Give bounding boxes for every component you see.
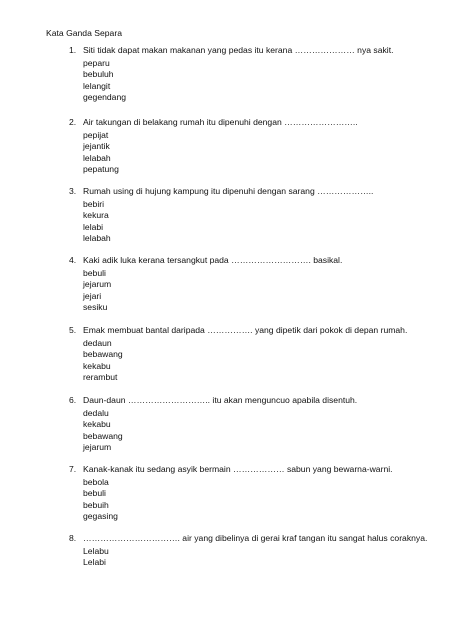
answer-option[interactable]: lelabah (83, 233, 111, 244)
answer-options (83, 338, 123, 384)
answer-option[interactable]: bebuih (83, 499, 109, 510)
question-text: Kaki adik luka kerana tersangkut pada ………………………. basikal. (83, 255, 343, 265)
answer-option[interactable]: bebawang (83, 349, 123, 360)
answer-option[interactable]: gegendang (83, 92, 127, 103)
question-number: 2. (69, 117, 77, 127)
question-number: 6. (69, 395, 77, 405)
answer-option[interactable]: Lelabi (83, 557, 106, 568)
answer-options (83, 130, 119, 176)
answer-option[interactable]: bebuluh (83, 69, 114, 80)
answer-option[interactable]: lelabi (83, 221, 104, 232)
answer-options (83, 268, 111, 314)
answer-option[interactable]: rerambut (83, 372, 118, 383)
answer-option[interactable]: jejarum (83, 279, 112, 290)
question-text: Emak membuat bantal daripada ……………. yang dipetik dari pokok di depan rumah. (83, 325, 408, 335)
document-title: Kata Ganda Separa (46, 28, 122, 38)
answer-option[interactable]: bebuli (83, 267, 106, 278)
answer-option[interactable]: bebiri (83, 198, 105, 209)
answer-options (83, 408, 123, 454)
question-text: Air takungan di belakang rumah itu dipenuhi dengan …………………….. (83, 117, 358, 127)
answer-option[interactable]: lelangit (83, 80, 111, 91)
answer-option[interactable]: peparu (83, 57, 110, 68)
question-number: 1. (69, 45, 77, 55)
answer-options (83, 477, 118, 523)
question-text: Daun-daun ……………………….. itu akan menguncuo apabila disentuh. (83, 395, 358, 405)
answer-option[interactable]: bebola (83, 476, 109, 487)
answer-option[interactable]: bebawang (83, 430, 123, 441)
question-number: 8. (69, 533, 77, 543)
question-text: Kanak-kanak itu sedang asyik bermain ……………… sabun yang bewarna-warni. (83, 464, 393, 474)
answer-option[interactable]: jejantik (83, 141, 110, 152)
answer-options (83, 199, 111, 245)
question-text: ……………………………. air yang dibelinya di gerai kraf tangan itu sangat halus coraknya. (83, 533, 428, 543)
question-text: Siti tidak dapat makan makanan yang pedas itu kerana ………………… nya sakit. (83, 45, 394, 55)
answer-option[interactable]: kekabu (83, 360, 111, 371)
answer-option[interactable]: dedaun (83, 337, 112, 348)
answer-option[interactable]: sesiku (83, 302, 108, 313)
question-number: 7. (69, 464, 77, 474)
answer-option[interactable]: kekabu (83, 419, 111, 430)
question-number: 3. (69, 186, 77, 196)
question-number: 5. (69, 325, 77, 335)
answer-option[interactable]: gegasing (83, 511, 118, 522)
answer-options (83, 58, 126, 104)
question-number: 4. (69, 255, 77, 265)
answer-option[interactable]: bebuli (83, 488, 106, 499)
answer-option[interactable]: pepijat (83, 129, 109, 140)
answer-option[interactable]: pepatung (83, 164, 119, 175)
answer-option[interactable]: jejari (83, 290, 102, 301)
answer-option[interactable]: Lelabu (83, 545, 109, 556)
question-text: Rumah using di hujung kampung itu dipenuhi dengan sarang ……………….. (83, 186, 374, 196)
answer-options (83, 546, 109, 569)
answer-option[interactable]: lelabah (83, 152, 111, 163)
answer-option[interactable]: kekura (83, 210, 109, 221)
answer-option[interactable]: dedalu (83, 407, 109, 418)
answer-option[interactable]: jejarum (83, 442, 112, 453)
